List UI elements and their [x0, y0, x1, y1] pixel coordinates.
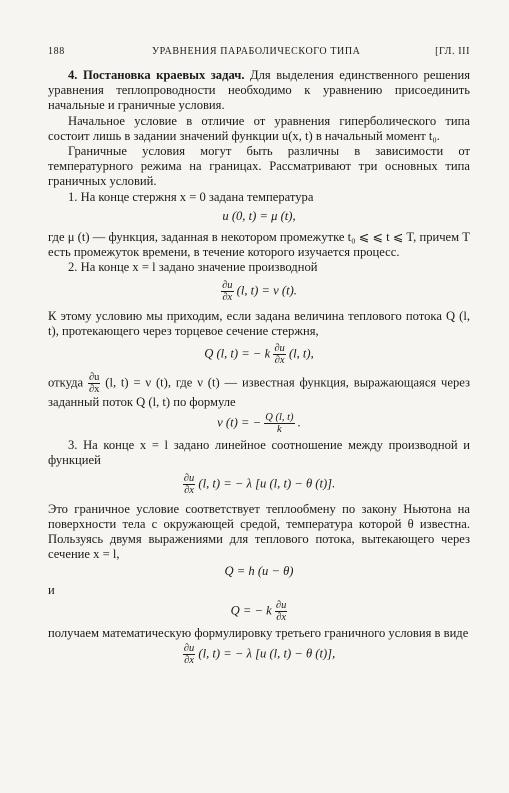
equation-6: Q = h (u − θ): [224, 564, 294, 579]
condition-3-statement: 3. На конце x = l задано линейное соотношение между производной и функцией: [48, 438, 470, 468]
condition-2-statement: 2. На конце x = l задано значение производной: [68, 260, 318, 275]
equation-5: $\frac{\partial u}{\partial x}$ (l, t) = − λ [u (l, t) − θ (t)].: [183, 472, 336, 496]
running-title: УРАВНЕНИЯ ПАРАБОЛИЧЕСКОГО ТИПА: [152, 46, 361, 57]
condition-3-explanation: Это граничное условие соответствует теплообмену по закону Ньютона на поверхности тела с окружающей средой, температура которой θ известна. Пользуясь двумя выражениями для теплового потока, вытекающего через сечение x = l,: [48, 501, 470, 562]
condition-2-explanation: К этому условию мы приходим, если задана величина теплового потока Q (l, t), протекающего через торцевое сечение стержня,: [48, 308, 470, 338]
condition-1-explanation: где μ (t) — функция, заданная в некотором промежутке t₀ ⩽ ⩽ t ⩽ T, причем T есть промежуток времени, в течение которого изучается процесс.: [48, 230, 470, 260]
fraction-du-dx: $\frac{\partial u}{\partial x}$: [274, 343, 285, 367]
fraction-du-dx: $\frac{\partial u}{\partial x}$: [183, 643, 195, 667]
boundary-types-paragraph: Граничные условия могут быть различны в зависимости от температурного режима на границах. Рассматривают три основных типа граничных условий.: [48, 144, 470, 189]
equation-8: $\frac{\partial u}{\partial x}$ (l, t) = − λ [u (l, t) − θ (t)],: [183, 643, 336, 667]
chapter-label: [ГЛ. III: [435, 46, 470, 57]
fraction-du-dx: $\frac{\partial u}{\partial x}$: [275, 599, 287, 623]
fraction-du-dx: $\frac{\partial u}{\partial x}$: [222, 279, 233, 303]
equation-3: Q (l, t) = − k $\frac{\partial u}{\partial x}$ (l, t),: [204, 343, 314, 367]
equation-2: $\frac{\partial u}{\partial x}$ (l, t) = ν (t).: [222, 279, 297, 303]
initial-condition-paragraph: Начальное условие в отличие от уравнения гиперболического типа состоит лишь в задании значений функции u(x, t) в начальный момент t₀.: [48, 113, 470, 143]
fraction-flux-over-k: $\frac{Q (l, t)}{k}$: [265, 412, 294, 436]
final-paragraph: получаем математическую формулировку третьего граничного условия в виде: [48, 625, 469, 640]
conjunction-and: и: [48, 582, 55, 597]
flux-relation-paragraph: откуда $\frac{\partial u}{\partial x}$ (l, t) = ν (t), где ν (t) — известная функция, выражающаяся через заданный поток Q (l, t) по формуле: [48, 372, 470, 410]
section-intro-text: Для выделения единственного решения уравнения теплопроводности необходимо к уравнению присоединить начальные и граничные условия.: [48, 68, 471, 113]
section-heading: 4. Постановка краевых задач.: [68, 68, 245, 82]
equation-1: u (0, t) = μ (t),: [222, 208, 296, 223]
page-number: 188: [48, 46, 65, 57]
equation-4: ν (t) = − $\frac{Q (l, t)}{k}$ .: [217, 412, 301, 436]
equation-7: Q = − k $\frac{\partial u}{\partial x}$: [230, 599, 287, 623]
fraction-du-dx: $\frac{\partial u}{\partial x}$: [88, 372, 100, 396]
condition-1-statement: 1. На конце стержня x = 0 задана температура: [68, 189, 314, 204]
fraction-du-dx: $\frac{\partial u}{\partial x}$: [183, 472, 195, 496]
page-body: [48, 68, 470, 669]
section-intro-paragraph: [48, 68, 470, 114]
page-header: [48, 46, 470, 60]
